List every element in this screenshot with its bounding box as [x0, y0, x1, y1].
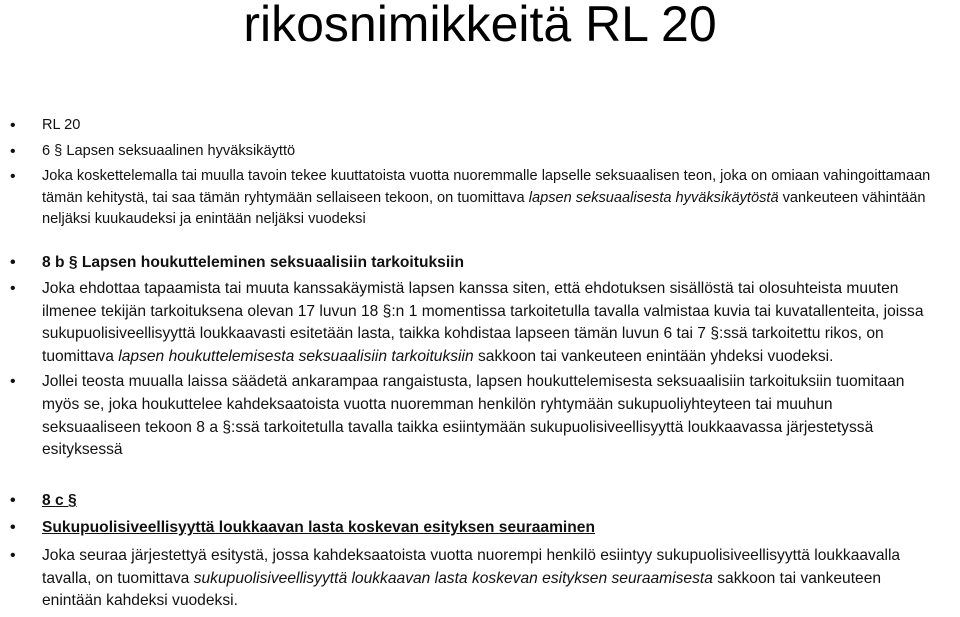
law-ref: RL 20 [42, 117, 81, 133]
bullet-sec6-text [0, 166, 960, 231]
sec6-text-b: vankeuteen vähintään neljäksi kuukaudeksi ja enintään neljäksi vuodeksi [42, 189, 926, 227]
bullet-law [0, 115, 960, 137]
bullet-sec8b-p1 [0, 278, 960, 368]
bullet-sec8c-heading [0, 490, 960, 513]
sec8b-p1-b: sakkoon tai vankeuteen enintään yhdeksi vuodeksi. [473, 347, 834, 365]
bullet-sec8b-p2 [0, 371, 960, 461]
sec8c-subheading: Sukupuolisiveellisyyttä loukkaavan lasta koskevan esityksen seuraaminen [42, 519, 595, 537]
slide-body [0, 115, 960, 613]
bullet-sec8c-text [0, 545, 960, 613]
bullet-sec6-heading [0, 141, 960, 163]
sec8b-p1-italic: lapsen houkuttelemisesta seksuaalisiin tarkoituksiin [118, 347, 474, 365]
sec8b-heading: 8 b § Lapsen houkutteleminen seksuaalisiin tarkoituksiin [42, 253, 465, 271]
sec8b-p2: Jollei teosta muualla laissa säädetä ankarampaa rangaistusta, lapsen houkuttelemisesta seksuaalisiin tarkoituksiin tuomitaan myös se, joka houkuttelee kahdeksaatoista vuotta nuoremman henkilön ryhtymään sukupuoliyhteyteen tai muuhun seksuaaliseen tekoon 8 a §:ssä tarkoitetulla tavalla taikka esiintymään sukupuolisiveellisyyttä loukkaavassa järjestetyssä esityksessä [42, 373, 905, 459]
bullet-sec8c-subheading [0, 517, 960, 540]
sec8c-italic: sukupuolisiveellisyyttä loukkaavan lasta koskevan esityksen seuraamisesta [193, 569, 713, 587]
slide-title: rikosnimikkeitä RL 20 [243, 0, 717, 52]
sec8c-text-b: sakkoon tai vankeuteen enintään kahdeksi vuodeksi. [42, 569, 882, 610]
bullet-sec8b-heading [0, 252, 960, 275]
sec8c-text-a: Joka seuraa järjestettyä esitystä, jossa kahdeksaatoista vuotta nuorempi henkilö esiintyy sukupuolisiveellisyyttä loukkaavalla tavalla, on tuomittava [42, 547, 901, 587]
sec6-italic: lapsen seksuaalisesta hyväksikäytöstä [528, 189, 779, 206]
sec8c-heading: 8 c § [42, 491, 77, 509]
sec6-text-a: Joka koskettelemalla tai muulla tavoin tekee kuuttatoista vuotta nuoremmalle lapselle seksuaalisen teon, joka on omiaan vahingoittamaan tämän kehitystä, tai saa tämän ryhtymään sellaiseen tekoon, on tuomittava [42, 168, 931, 206]
sec6-heading: 6 § Lapsen seksuaalinen hyväksikäyttö [42, 142, 296, 159]
sec8b-p1-a: Joka ehdottaa tapaamista tai muuta kanssakäymistä lapsen kanssa siten, että ehdotuksen sisällöstä tai olosuhteista muuten ilmenee tekijän tarkoituksena olevan 17 luvun 18 §:n 1 momentissa tarkoitetulla tavalla valmistaa kuvia tai kuvatallenteita, joissa sukupuolisiveellisyyttä loukkaavasti esitetään lasta, taikka kohdistaa lapseen tämän luvun 6 tai 7 §:ssä tarkoitettu rikos, on tuomittava [42, 280, 924, 365]
